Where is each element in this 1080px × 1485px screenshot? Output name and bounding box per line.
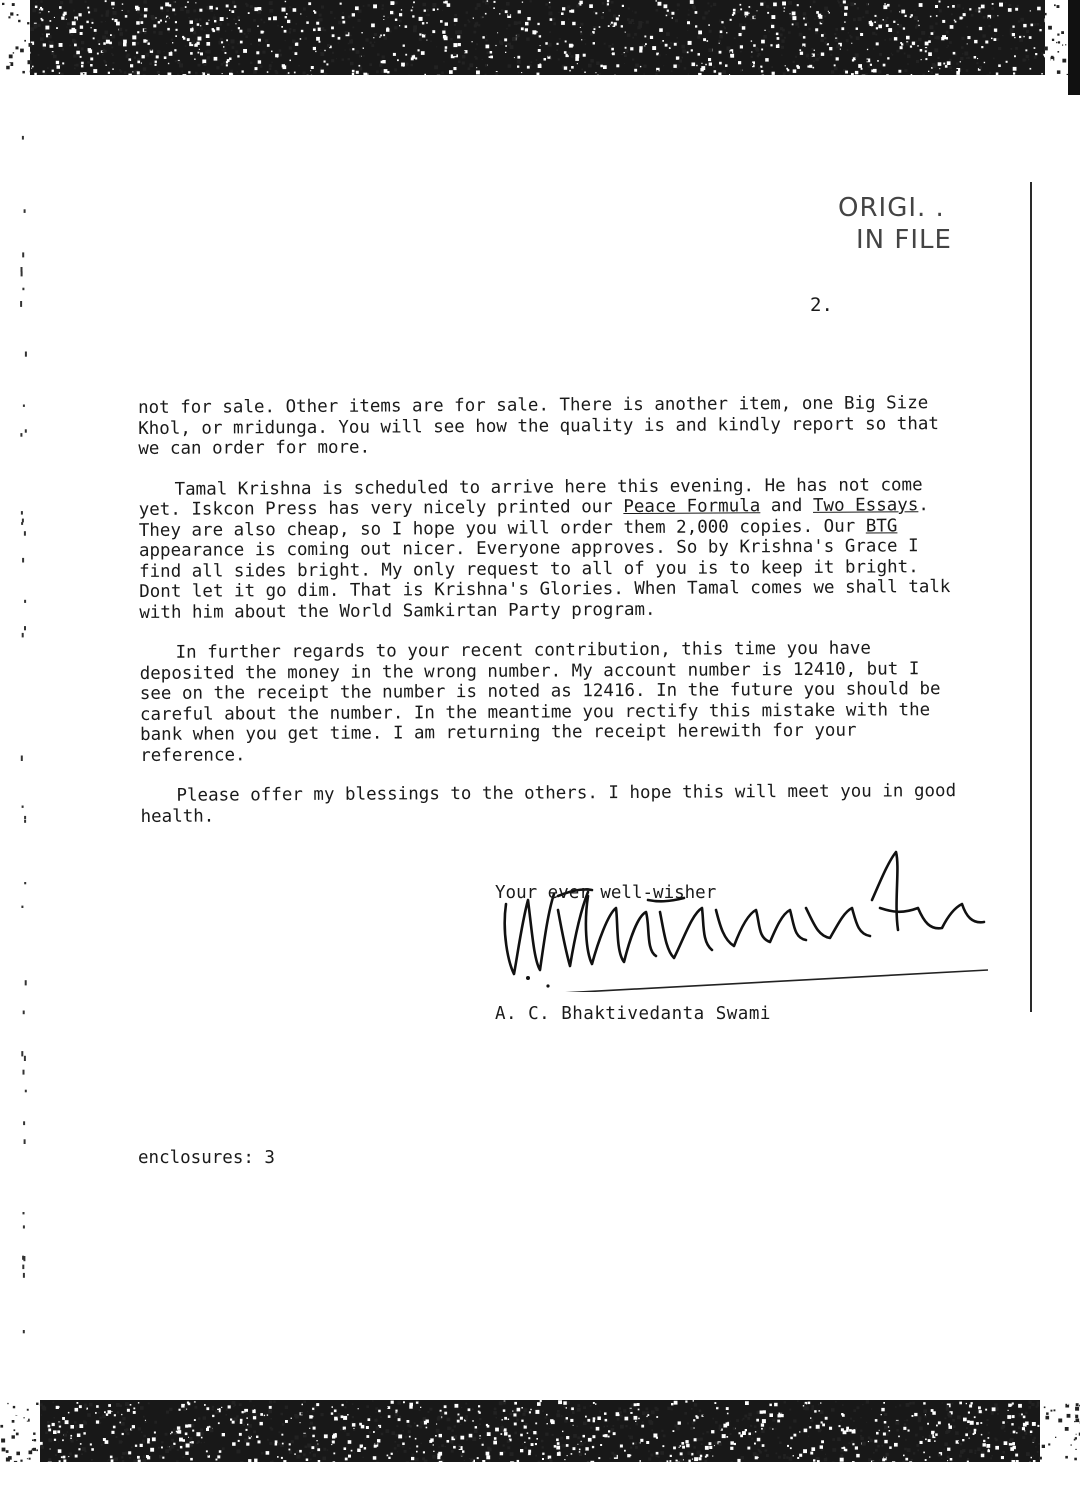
paragraph-2-segment: . They are also cheap, so I hope you will order them 2,000 copies. Our	[138, 495, 929, 541]
closing-salutation: Your ever well-wisher	[495, 883, 717, 903]
handwritten-signature	[488, 842, 998, 992]
scan-noise-bottom	[0, 1400, 1080, 1462]
paragraph-2-segment: appearance is coming out nicer. Everyone approves. So by Krishna's Grace I find all sides bright. My only request to all of you is to keep it bright. Dont let it go dim. That is Krishna's Glories. When Tamal comes we shall talk with him about the World Samkirtan Party program.	[138, 536, 951, 623]
paragraph-3-segment: In further regards to your recent contribution, this time you have deposited the money in the wrong number. My account number is 12410, but I see on the receipt the number is noted as 12416. In the future you should be careful about the number. In the meantime you rectify this mistake with the bank when you get time. I am returning the receipt herewith for your reference.	[139, 638, 941, 766]
stamp-line-2: IN FILE	[856, 225, 952, 255]
scan-noise-bottom-graphic	[0, 1400, 1080, 1462]
paragraph-2-segment: Two Essays	[812, 495, 919, 516]
paragraph-3	[139, 638, 960, 766]
paragraph-2-segment: Peace Formula	[623, 496, 761, 518]
enclosures-note: enclosures: 3	[138, 1148, 275, 1168]
scan-margin-line	[1030, 182, 1032, 1012]
stamp-line-1: ORIGI. .	[838, 193, 945, 223]
paragraph-1	[138, 393, 958, 460]
letter-body	[138, 393, 961, 847]
scan-edge-right	[1068, 0, 1080, 95]
scan-noise-top-graphic	[0, 0, 1080, 75]
paragraph-4-segment: Please offer my blessings to the others. I hope this will meet you in good health.	[140, 781, 957, 827]
paragraph-2	[138, 474, 959, 623]
paragraph-2-segment: Tamal Krishna is scheduled to arrive here this evening. He has not come yet. Iskcon Press has very nicely printed our	[138, 474, 923, 520]
signatory-name: A. C. Bhaktivedanta Swami	[495, 1004, 771, 1024]
paragraph-2-segment: BTG	[865, 515, 898, 537]
original-in-file-stamp	[838, 192, 952, 256]
page-number: 2.	[810, 294, 833, 316]
paragraph-1-segment: not for sale. Other items are for sale. There is another item, one Big Size Khol, or mridunga. You will see how the quality is and kindly report so that we can order for more.	[138, 393, 939, 459]
scan-noise-top	[0, 0, 1080, 75]
paragraph-2-segment: and	[760, 495, 814, 517]
paragraph-4	[140, 781, 960, 827]
scan-specks-left	[18, 0, 28, 1485]
